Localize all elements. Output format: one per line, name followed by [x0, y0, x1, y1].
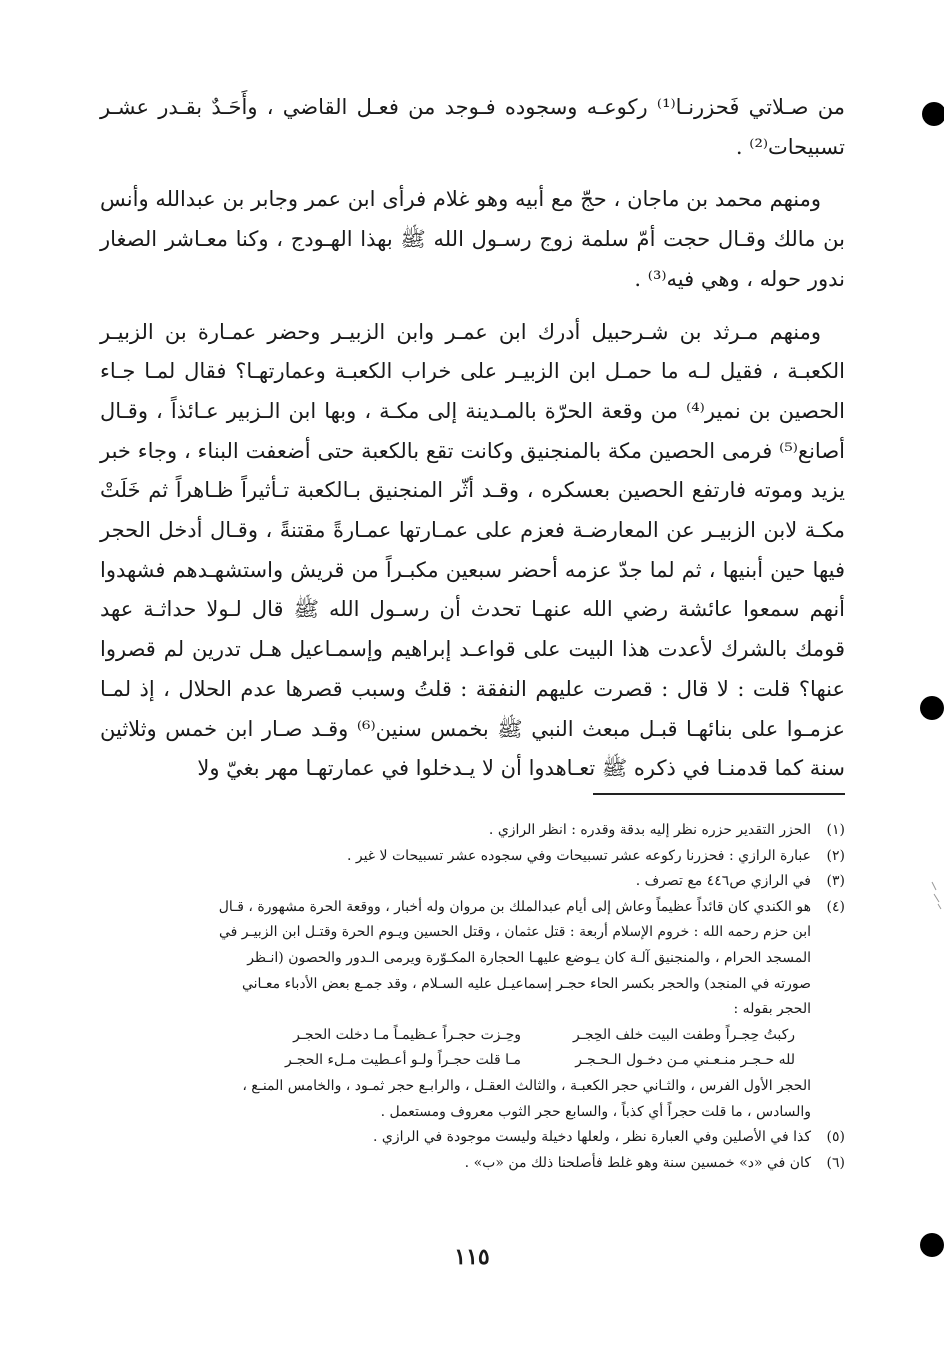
footnote-number: (٣) — [826, 873, 845, 890]
footnote-separator — [593, 793, 845, 795]
verse-first-hemistich: لله حـجـر منـعـني مـن دخـول الـحـجـر — [575, 1052, 795, 1069]
poem-verse — [110, 1023, 811, 1049]
footnote-6 — [110, 1151, 845, 1177]
footnote-line: والسادس ، ما قلت حجراً أي كذباً ، والسابع حجر الثوب معروف ومستعمل . — [380, 1103, 811, 1120]
footnote-line: الحجر الأول الفرس ، والثـاني حجر الكعبـة ، والثالث العقـل ، والرابـع حجر ثمـود ، والخامس المنـع ، — [242, 1077, 811, 1094]
footnote-text: في الرازي ص٤٤٦ مع تصرف . — [635, 873, 811, 890]
footnote-text: كذا في الأصلين وفي العبارة نظر ، ولعلها دخيلة وليست موجودة في الرازي . — [373, 1129, 811, 1146]
footnote-number: (٦) — [826, 1154, 845, 1171]
footnote-number: (٥) — [826, 1129, 845, 1146]
footnote-text: عبارة الرازي : فحزرنا ركوعه عشر تسبيحات وفي سجوده عشر تسبيحات لا غير . — [346, 847, 811, 864]
paragraph: ومنهم مـرثد بن شـرحبيل أدرك ابن عمـر وابن الزبيـر وحضر عمـارة بن الزبيـر الكعبـة ، فقيل لـه ما حمـل ابن الزبيـر على خراب الكعبـة وعمارتهـا؟ فقال لمـا جـاء الحصين بن نمير⁽⁴⁾ من وقعة الحرّة بالمـدينة إلى مكـة ، وبها ابن الـزبير عـائذاً ، وقـال أصانع⁽⁵⁾ فرمى الحصين مكة بالمنجنيق وكانت تقع بالكعبة حتى أضعفت البناء ، وجاء خبر يزيد وموته فارتفع الحصين بعسكره ، وقـد أثّر المنجنيق بـالكعبة تـأثيراً ظـاهراً ثم خَلَتْ مكـة لابن الزبيـر عن المعارضـة فعزم على عمـارتها عمـارةً مقتنةً ، وقـال أدخل الحجر فيها حين أبنيها ، ثم لما جدّ عزمه أحضر سبعين مكبـراً من قريش واستشهـدهم فشهدوا أنهم سمعوا عائشة رضي الله عنهـا تحدث أن رسـول الله ﷺ قال لـولا حداثـة عهد قومك بالشرك لأعدت هذا البيت على قواعـد إبراهيم وإسمـاعيل هـل تدرين لم قصروا عنها؟ قلت : لا قال : قصرت عليهم النفقة : قلتُ وسبب قصرها عدم الحلال ، إذ لمـا عزمـوا على بنائهـا قبـل مبعث النبي ﷺ بخمس سنين⁽⁶⁾ وقـد صـار ابن خمس وثلاثين سنة كما قدمنـا في ذكره ﷺ تعـاهدوا أن لا يـدخلوا في عمارتهـا مهر بغيّ ولا — [100, 319, 846, 781]
footnote-text: الحزر التقدير حزره نظر إليه بدقة وقدره : انظر الرازي . — [488, 822, 811, 838]
punch-hole-icon — [920, 1233, 944, 1257]
scan-speck-marks — [930, 880, 944, 910]
footnote-3 — [110, 869, 845, 895]
footnote-1 — [110, 818, 845, 844]
footnote-line: المسجد الحرام ، والمنجنيق آلـة كان يـوضع عليهـا الحجارة المكـوّرة ويرمى الـدور والحصون (انـظر — [247, 949, 811, 966]
footnote-number: (٢) — [826, 847, 845, 864]
verse-second-hemistich: وحِـزت حجـراً عـظيمـاً مـا دخلت الحجـر — [293, 1026, 521, 1043]
footnote-4 — [110, 895, 845, 1125]
footnote-number: (١) — [826, 822, 845, 838]
footnote-line: صورته في المنجد) والحجر بكسر الحاء حجـر إسماعيـل عليه السـلام ، وقد جمـع بعض الأدباء معـاني — [241, 975, 811, 992]
footnote-2 — [110, 844, 845, 870]
footnote-text — [110, 895, 811, 1125]
footnote-number: (٤) — [826, 898, 845, 915]
punch-hole-icon — [922, 102, 944, 126]
footnote-line: الحجر بقوله : — [733, 1001, 811, 1018]
footnote-line: هو الكندي كان قائداً عظيماً وعاش إلى أيام عبدالملك بن مروان وله أخبار ، ووقعة الحرة مشهورة ، قـال — [218, 898, 811, 915]
footnotes — [110, 818, 845, 1176]
verse-first-hemistich: ركبتُ حِجـراً وطفت البيت خلف الحِجـر — [573, 1026, 795, 1043]
footnote-text: كان في «د» خمسين سنة وهو غلط فأصلحنا ذلك من «ب» . — [464, 1154, 811, 1171]
main-text — [100, 88, 845, 789]
paragraph: ومنهم محمد بن ماجان ، حجّ مع أبيه وهو غلام فرأى ابن عمر وجابر بن عبدالله وأنس بن مالك وقـال حجت أمّ سلمة زوج رسـول الله ﷺ بهذا الهـودج ، وكنا معـاشر الصغار ندور حوله ، وهي فيه⁽³⁾ . — [100, 187, 845, 291]
footnote-line: ابن حزم رحمه الله : خروم الإسلام أربعة : قتل عثمان ، وقتل الحسين ويـوم الحرة وقتـل ابن الزبيـر في — [218, 924, 811, 941]
paragraph: من صـلاتي فَحزرنـا⁽¹⁾ ركوعـه وسجوده فـوجد من فعـل القاضي ، وأَحَـدٌ بقـدر عشـر تسبيحات⁽²⁾ . — [100, 95, 845, 159]
punch-hole-icon — [920, 696, 944, 720]
footnote-5 — [110, 1125, 845, 1151]
verse-second-hemistich: مـا قلت حجـراً ولـو أعـطيت مـلء الحجـر — [284, 1052, 521, 1069]
page-number: ١١٥ — [454, 1244, 490, 1270]
poem-verse — [110, 1048, 811, 1074]
